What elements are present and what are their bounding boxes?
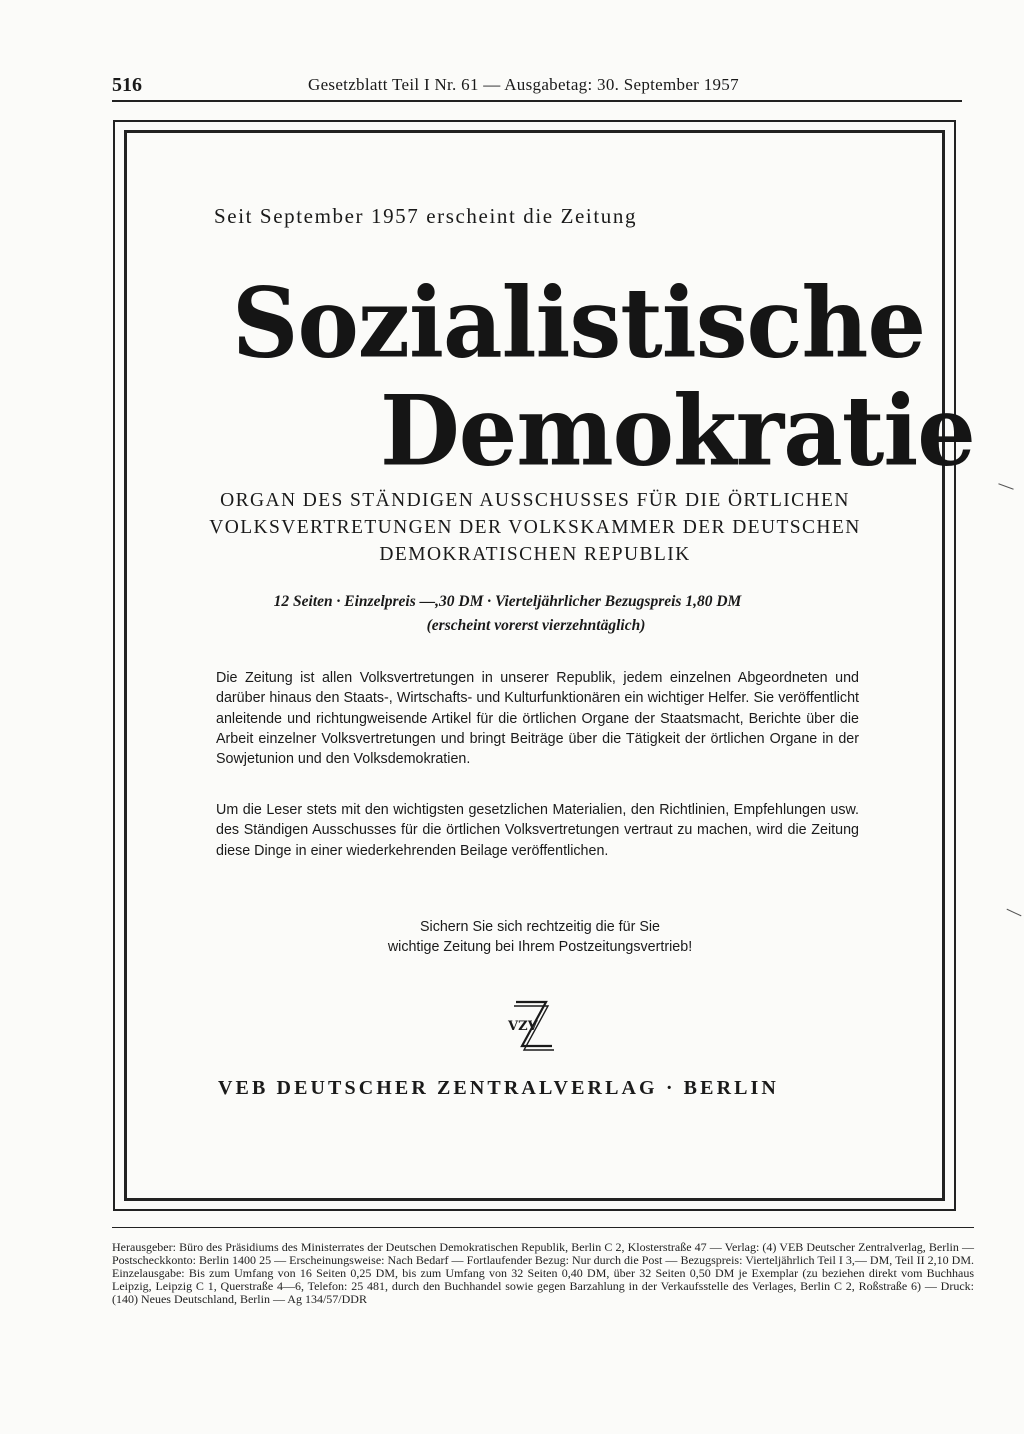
logo-text: VZV [508, 1019, 538, 1034]
organ-line: VOLKSVERTRETUNGEN DER VOLKSKAMMER DER DEUTSCHEN [209, 517, 861, 538]
organ-line: DEMOKRATISCHEN REPUBLIK [379, 544, 691, 565]
organ-description [200, 487, 870, 568]
call-to-action-line2: wichtige Zeitung bei Ihrem Postzeitungsvertrieb! [387, 939, 693, 955]
description-paragraph-2: Um die Leser stets mit den wichtigsten gesetzlichen Materialien, den Richtlinien, Empfehlungen usw. des Ständigen Ausschusses für die örtlichen Volksvertretungen vertraut zu machen, wird die Zeitung diese Dinge in einer wiederkehrenden Beilage veröffentlichen. [216, 802, 859, 859]
publisher-logo-icon [506, 996, 558, 1058]
imprint-footer: Herausgeber: Büro des Präsidiums des Ministerrates der Deutschen Demokratischen Republik, Berlin C 2, Klosterstraße 47 — Verlag: (4) VEB Deutscher Zentralverlag, Berlin — Postscheckkonto: Berlin 1400 25 — Erscheinungsweise: Nach Bedarf — Fortlaufender Bezug: Nur durch die Post — Bezugspreis: Vierteljährlich Teil I 3,— DM, Teil II 2,10 DM. Einzelausgabe: Bis zum Umfang von 16 Seiten 0,25 DM, bis zum Umfang von 32 Seiten 0,40 DM, über 32 Seiten 0,50 DM je Exemplar (zu beziehen direkt vom Buchhaus Leipzig, Leipzig C 1, Querstraße 4—6, Telefon: 25 481, durch den Buchhandel sowie gegen Barzahlung in der Verkaufsstelle des Verlages, Berlin C 2, Roßstraße 6) — Druck: (140) Neues Deutschland, Berlin — Ag 134/57/DDR [112, 1227, 974, 1306]
description-paragraph-1: Die Zeitung ist allen Volksvertretungen in unserer Republik, jedem einzelnen Abgeordneten und darüber hinaus den Staats-, Wirtschafts- und Kulturfunktionären ein wichtiger Helfer. Sie veröffentlicht anleitende und richtungweisende Artikel für die örtlichen Organe der Staatsmacht, Berichte über die Arbeit einzelner Volksvertretungen und bringt Beiträge über die Tätigkeit der örtlichen Organe in der Sowjetunion und den Volksdemokratien. [216, 670, 859, 768]
frequency-note: (erscheint vorerst vierzehntäglich) [426, 617, 646, 634]
publisher-name: VEB DEUTSCHER ZENTRALVERLAG · BERLIN [218, 1077, 779, 1099]
page-header [112, 74, 962, 102]
organ-line: ORGAN DES STÄNDIGEN AUSSCHUSSES FÜR DIE ÖRTLICHEN [220, 490, 850, 511]
advert-intro: Seit September 1957 erscheint die Zeitung [214, 204, 638, 228]
newspaper-title-line1: Sozialistische [232, 266, 925, 380]
call-to-action-line1: Sichern Sie sich rechtzeitig die für Sie [420, 919, 660, 935]
margin-mark [1007, 909, 1022, 917]
page-number: 516 [112, 74, 142, 96]
margin-mark [998, 483, 1013, 489]
running-title: Gesetzblatt Teil I Nr. 61 — Ausgabetag: 30. September 1957 [308, 75, 739, 94]
newspaper-title-line2: Demokratie [380, 374, 975, 488]
price-info: 12 Seiten · Einzelpreis —,30 DM · Vierteljährlicher Bezugspreis 1,80 DM [273, 593, 742, 610]
